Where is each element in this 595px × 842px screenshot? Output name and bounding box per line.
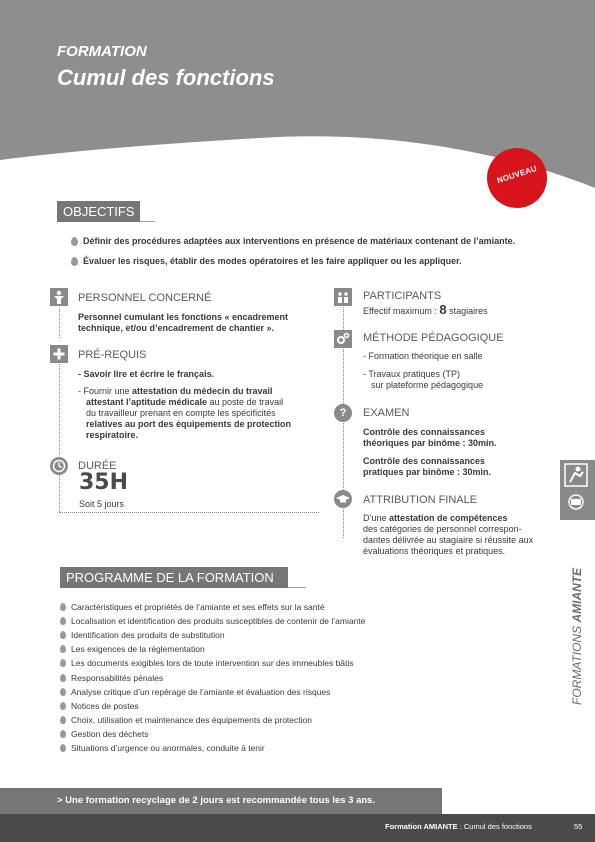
programme-divider (288, 587, 306, 588)
programme-bullet-icon (60, 645, 66, 653)
programme-item: Choix, utilisation et maintenance des équipements de protection (71, 714, 312, 725)
question-icon: ? (334, 404, 352, 422)
programme-bullet-icon (60, 688, 66, 696)
programme-item: Notices de postes (71, 700, 139, 711)
plus-icon (50, 345, 68, 363)
participants-title: PARTICIPANTS (363, 290, 442, 302)
objectif-bullet-icon (71, 257, 78, 266)
recommendation-banner: > Une formation recyclage de 2 jours est recommandée tous les 3 ans. (0, 788, 442, 814)
programme-item: Identification des produits de substitution (71, 630, 225, 641)
duree-value: 35H (79, 470, 129, 495)
examen-controle-2-line-1: Contrôle des connaissances (363, 456, 486, 466)
methode-item-2: - Travaux pratiques (TP) (363, 369, 461, 379)
personnel-title: PERSONNEL CONCERNÉ (78, 292, 212, 304)
side-label-b: AMIANTE (570, 567, 584, 623)
prerequis-title: PRÉ-REQUIS (78, 349, 147, 361)
attribution-line-3: dantes délivrée au stagiaire si réussite aux (363, 535, 534, 545)
programme-bullet-icon (60, 674, 66, 682)
participants-suffix: stagiaires (446, 306, 488, 316)
personnel-line-2: technique, et/ou d’encadrement de chantier ». (78, 323, 275, 333)
programme-bullet-icon (60, 603, 66, 611)
left-column-line (59, 470, 60, 512)
prerequis-item-2-line-3: du travailleur prenant en compte les spécificités (86, 408, 276, 418)
objectifs-divider (140, 221, 155, 222)
clock-icon (50, 457, 68, 475)
personnel-line-1: Personnel cumulant les fonctions « encadrement (78, 312, 289, 322)
footer-text-rest: : Cumul des fonctions (457, 822, 532, 831)
new-badge (487, 148, 547, 208)
footer-text-bold: Formation AMIANTE (385, 822, 458, 831)
programme-item: Les documents exigibles lors de toute intervention sur des immeubles bâtis (71, 658, 354, 669)
programme-bullet-icon (60, 702, 66, 710)
programme-item: Gestion des déchets (71, 728, 149, 739)
participants-number: 8 (439, 302, 447, 317)
attribution-line-2: des catégories de personnel correspon- (363, 524, 522, 534)
graduation-cap-icon (334, 490, 352, 508)
participants-prefix: Effectif maximum : (363, 306, 440, 316)
methode-title: MÉTHODE PÉDAGOGIQUE (363, 332, 504, 344)
objectifs-label: OBJECTIFS (57, 201, 140, 222)
side-tab (560, 460, 595, 520)
side-label-a: FORMATIONS (570, 622, 584, 705)
programme-item: Analyse critique d’un repérage de l’amiante et évaluation des risques (71, 686, 331, 697)
prerequis-item-2-line-5: respiratoire. (86, 430, 139, 440)
programme-item: Les exigences de la réglementation (71, 644, 205, 655)
objectif-bullet-icon (71, 237, 78, 246)
programme-bullet-icon (60, 730, 66, 738)
programme-item: Localisation et identification des produits susceptibles de contenir de l’amiante (71, 616, 366, 627)
programme-item: Responsabilités pénales (71, 672, 164, 683)
page-title: Cumul des fonctions (57, 65, 275, 90)
prerequis-item-2-line-1: - Fournir une attestation du médecin du travail (78, 386, 273, 396)
methode-item-1: - Formation théorique en salle (363, 351, 483, 361)
participants-text (363, 304, 488, 317)
prerequis-item-1: - Savoir lire et écrire le français. (78, 369, 215, 379)
prerequis-item-2-line-2: attestant l’aptitude médicale au poste de travail (86, 397, 284, 407)
duree-title: DURÉE (78, 460, 117, 472)
gears-icon (334, 330, 352, 348)
group-icon (334, 288, 352, 306)
examen-controle-2-line-2: pratiques par binôme : 30min. (363, 467, 492, 477)
programme-bullet-icon (60, 659, 66, 667)
header-kicker: FORMATION (57, 43, 147, 60)
attribution-line-1: D’une attestation de compétences (363, 513, 508, 523)
prerequis-item-2-line-4: relatives au port des équipements de protection (86, 419, 292, 429)
programme-item: Situations d’urgence ou anormales, conduite à tenir (71, 743, 265, 753)
programme-item: Caractéristiques et propriétés de l’amiante et ses effets sur la santé (71, 602, 325, 612)
examen-controle-1-line-2: théoriques par binôme : 30min. (363, 438, 497, 448)
worker-icon (560, 460, 595, 520)
programme-bullet-icon (60, 744, 66, 752)
programme-label: PROGRAMME DE LA FORMATION (60, 567, 288, 588)
duree-detail: Soit 5 jours (79, 499, 125, 509)
new-badge-label: NOUVEAU (495, 163, 539, 186)
programme-bullet-icon (60, 716, 66, 724)
page-footer (0, 814, 595, 842)
programme-bullet-icon (60, 631, 66, 639)
attribution-line-4: évaluations théoriques et pratiques. (363, 546, 506, 556)
examen-controle-1-line-1: Contrôle des connaissances (363, 427, 486, 437)
examen-title: EXAMEN (363, 407, 410, 419)
objectif-item-1: Définir des procédures adaptées aux interventions en présence de matériaux contenant de l’amiante. (83, 236, 516, 246)
footer-text (385, 822, 532, 831)
left-column-bottom-line (59, 512, 319, 513)
side-label (570, 568, 584, 705)
page-number: 55 (574, 822, 583, 831)
attribution-title: ATTRIBUTION FINALE (363, 494, 478, 506)
person-icon (50, 288, 68, 306)
programme-bullet-icon (60, 617, 66, 625)
objectif-item-2: Évaluer les risques, établir des modes opératoires et les faire appliquer ou les appliquer. (83, 256, 462, 266)
left-column-line (59, 355, 60, 455)
methode-item-2-detail: sur plateforme pédagogique (371, 380, 484, 390)
